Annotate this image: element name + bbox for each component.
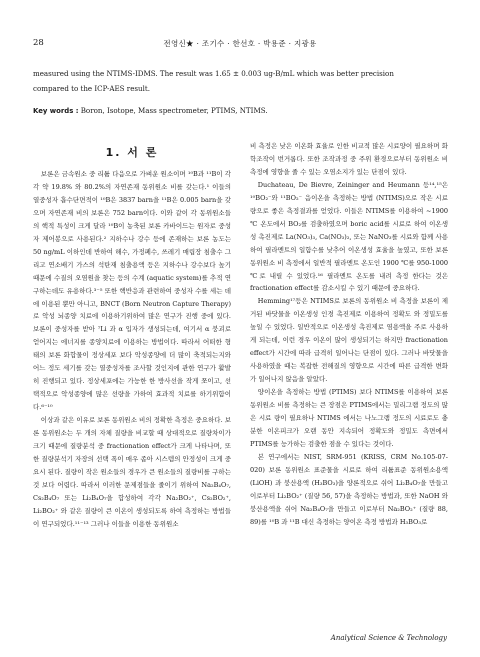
keywords bbox=[33, 106, 447, 115]
abstract-line: measured using the NTIMS-IDMS. The result was 1.65 ± 0.003 ug-B/mL which was better precision bbox=[33, 69, 394, 78]
journal-footer: Analytical Science & Technology bbox=[330, 634, 447, 642]
paragraph: Duchateau, De Bievre, Zeininger and Heumann 등¹⁴,¹⁵은 ¹⁰BO₂⁻와 ¹¹BO₂⁻ 음이온을 측정하는 방법 (NTIMS)으로 작은 시료 량으로 좋은 측정결과를 얻었다. 이들은 NTIMS를 이용하여 ~1900 ℃ 온도에서 BO₂를 검출하였으며 boric acid를 시료로 하여 이온생성 촉진제로 La(NO₃)₃, Ca(NO₃)₂, 또는 NaNO₃를 시료와 함께 사용하여 필라멘트의 일함수를 낮추어 이온생성 효율을 높였고, 또한 보론 동위원소 비 측정에서 일반적 필라멘트 온도인 1900 ℃를 950-1000 ℃로 내릴 수 있었다.¹⁶ 필라멘트 온도를 내려 측정 한다는 것은 fractionation effect를 감소시킬 수 있기 때문에 중요하다. bbox=[250, 180, 448, 293]
left-column bbox=[33, 168, 231, 531]
paragraph: 이상과 같은 이유로 보론 동위원소 비의 정확한 측정은 중요하다. 보론 동위원소는 두 개의 자체 질량을 비교할 때 상대적으로 질량차이가 크기 때문에 질량분석 중 fractionation effect가 크게 나타나며, 또한 질량분석기 자장의 선택 폭이 매우 좁아 시스템의 안정성이 크게 중요시 된다. 질량이 작은 원소들의 경우가 큰 원소들의 질량비를 구하는 것 보다 어렵다. 따라서 이러한 문제점들을 줄이기 위하여 Na₂B₄O₇, Cs₂B₄O₇ 또는 Li₂B₄O₇을 합성하여 각각 Na₂BO₂⁺, Cs₂BO₂⁺, Li₂BO₂⁺ 와 같은 질량이 큰 이온이 생성되도록 하여 측정하는 방법들이 연구되었다.¹¹⁻¹³ 그러나 이들을 이용한 동위원소 bbox=[33, 416, 231, 528]
page-number: 28 bbox=[33, 38, 44, 48]
abstract-tail bbox=[33, 66, 447, 96]
paragraph: 양이온을 측정하는 방법 (PTIMS) 보다 NTIMS를 이용하여 보론 동위원소 비를 측정하는 큰 장점은 PTIMS에서는 밀리그램 정도의 많은 시료 량이 필요하나 NTIMS 에서는 나노그램 정도의 시료로도 충분한 이온피크가 오랜 동안 지속되어 정확도와 정밀도 측면에서 PTIMS를 능가하는 검출한 점을 수 있다는 것이다. bbox=[250, 388, 448, 448]
keywords-text: Boron, Isotope, Mass spectrometer, PTIMS, NTIMS. bbox=[78, 106, 268, 115]
paragraph: 본 연구에서는 NIST, SRM-951 (KRISS, CRM No.105-07-020) 보론 동위원소 표준물을 시료로 하여 리튬표준 동위원소용액 (LiOH) 과 붕산용액 (H₃BO₃)을 양론적으로 쉬어 Li₂B₄O₇을 만들고 이로부터 Li₂BO₂⁺ (질량 56, 57)을 측정하는 방법과, 또한 NaOH 와 붕산용액을 쉬어 Na₂B₄O₇을 만들고 이로부터 Na₂BO₂⁺ (질량 88, 89)를 ¹⁰B 과 ¹¹B 대신 측정하는 양이온 측정 방법과 H₃BO₃로 bbox=[250, 452, 448, 526]
paragraph: Hemming¹⁷등은 NTIMS로 보론의 동위원소 비 측정을 보론이 제거된 바닷물을 이온생성 인경 촉진제로 이용하여 정확도 와 정밀도를 높일 수 있었다. 일반적으로 이온생성 촉진제로 염용액을 주로 사용하게 되는데, 이런 경우 이온이 많이 생성되기는 하지만 fractionation effect가 시간에 따라 급격히 일어나는 단점이 있다. 그러나 바닷물을 사용하였을 때는 복잡한 전해질의 영향으로 시간에 따른 급격한 변화가 일어나지 않음을 알았다. bbox=[250, 297, 448, 384]
paragraph: 비 측정은 낮은 이온화 효율로 인한 비교적 많은 시료양이 필요하며 화학조작이 번거롭다. 또한 조작과정 중 주위 환경으로부터 동위원소 비 측정에 영향을 줄 수 있는 오염소지가 있는 단점이 있다. bbox=[250, 142, 448, 176]
running-header bbox=[33, 38, 447, 50]
section-title: 1. 서 론 bbox=[105, 146, 159, 159]
keywords-label: Key words : bbox=[33, 107, 79, 115]
right-column bbox=[250, 140, 448, 529]
author-list: 전영신★ · 조기수 · 한선호 · 박용준 · 지광용 bbox=[163, 39, 317, 48]
paragraph: 보론은 금속원소 중 리튬 다음으로 가벼운 원소이며 ¹⁰B과 ¹¹B이 각각 약 19.8% 와 80.2%의 자연존재 동위원소 비를 갖는다.¹ 이들의 열중성자 흡수단면적이 ¹⁰B은 3837 barn을 ¹¹B은 0.005 barn을 갖으며 자연존재 비의 보론은 752 barn이다. 이와 같이 각 동위원소들의 핵적 특성이 크게 달라 ¹⁰B이 농축된 보론 카바이드는 원자로 중성자 제어봉으로 사용된다.² 지하수나 강수 등에 존재하는 보론 농도는 50 ng/mL 이하인데 반하여 해수, 가정폐수, 쓰레기 매립장 침출수 그리고 연소배기 가스의 석탄재 침출용액 등은 지하수나 강수보다 높기 때문에 수질의 오염원을 찾는 등의 수계 (aquatic system)를 추적 연구하는데도 유용하다.³⁻⁵ 또한 핵반응과 관련하여 중성자 수를 세는 데에 이용된 뿐만 아니고, BNCT (Born Neutron Capture Therapy)로 악성 뇌종양 치료에 이용하기위하여 많은 연구가 진행 중에 있다. 보론이 중성자를 받아 ⁷Li 과 α 입자가 생성되는데, 여기서 α 붕괴로 얻어지는 에너지를 종양치료에 이용하는 방법이다. 따라서 어떠한 형태의 보론 화합물이 정상세포 보다 악성종양에 더 많이 축적되는지와 어느 정도 세기를 갖는 열중성자를 조사할 것인지에 관한 연구가 활발히 진행되고 있다. 정상세포에는 가능한 한 방사선을 작게 쪼이고, 선택적으로 악성종양에 많은 선량을 가하여 효과적 치료를 하기위함이다.⁶⁻¹⁰ bbox=[33, 170, 231, 412]
abstract-line: compared to the ICP-AES result. bbox=[33, 84, 150, 93]
